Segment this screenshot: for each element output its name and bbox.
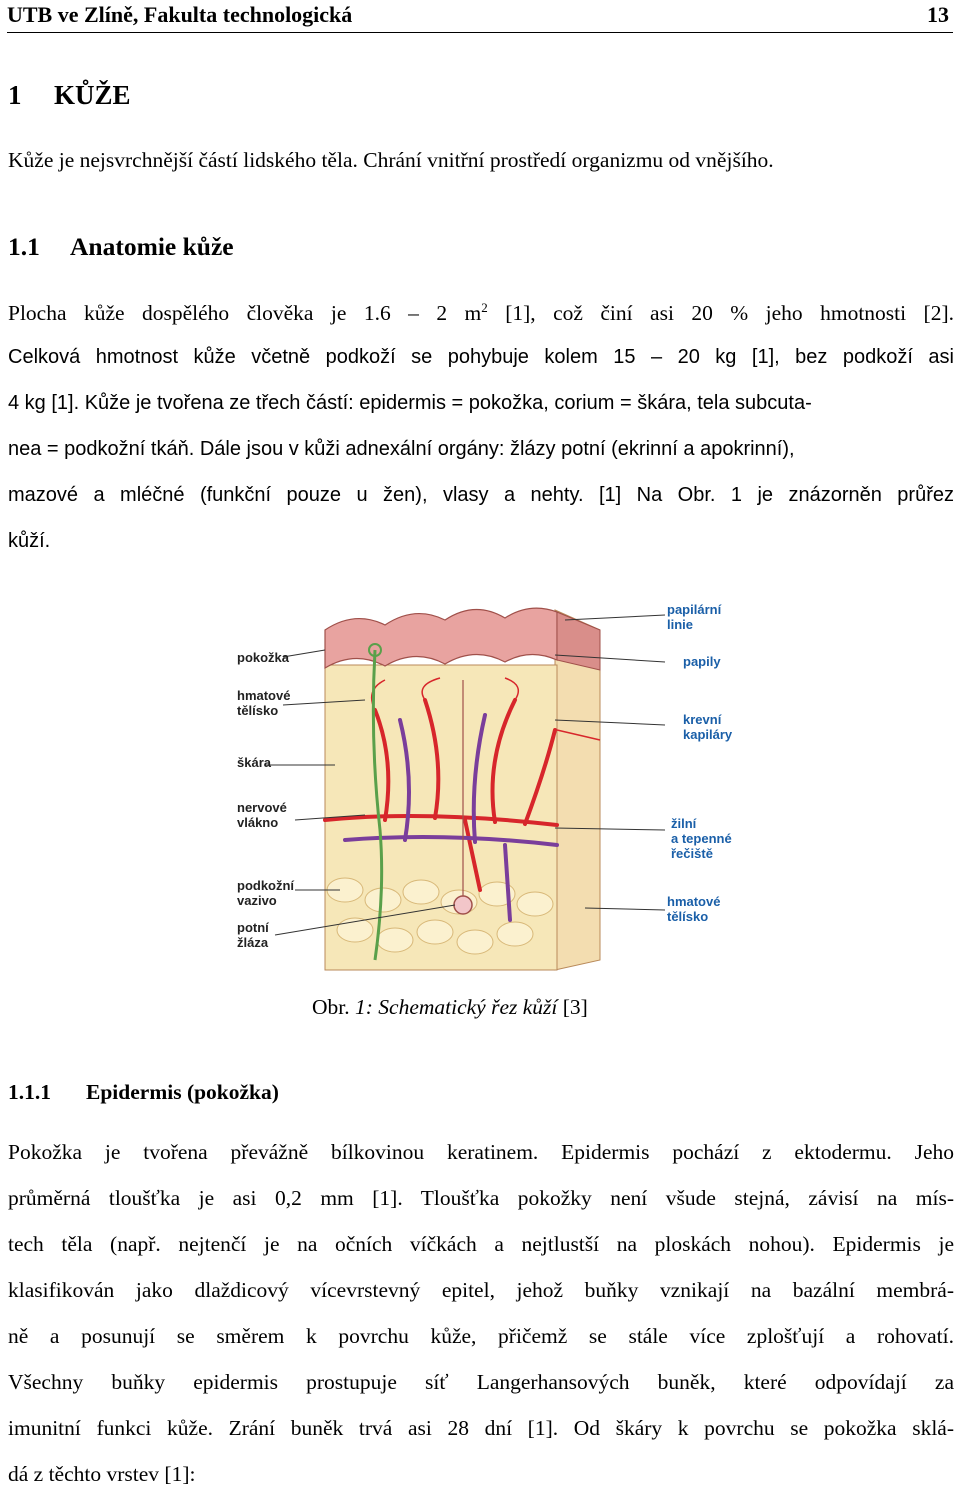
section-line-6: kůží. (8, 530, 51, 552)
intro-paragraph: Kůže je nejsvrchnější částí lidského těla. Chrání vnitřní prostředí organizmu od vnějšího. (8, 148, 774, 172)
figure-label-left-3: škára (237, 755, 271, 770)
figure-label-left-4: nervové vlákno (237, 800, 287, 830)
epidermis-line-7: imunitní funkci kůže. Zrání buněk trvá asi 28 dní [1]. Od škáry k povrchu se pokožka sklá- (8, 1416, 954, 1440)
section-line-5: mazové a mléčné (funkční pouze u žen), vlasy a nehty. [1] Na Obr. 1 je znázorněn průřez (8, 484, 954, 506)
chapter-title: KŮŽE (54, 80, 131, 110)
section-heading (8, 232, 234, 262)
figure-label-left-1: pokožka (237, 650, 290, 665)
subsection-number: 1.1.1 (8, 1080, 51, 1104)
figure-label-left-2: hmatové tělísko (237, 688, 291, 718)
skin-cross-section-figure (225, 590, 745, 975)
section-line-3: 4 kg [1]. Kůže je tvořena ze třech částí: epidermis = pokožka, corium = škára, tela subcuta- (8, 392, 812, 414)
figure-label-left-5: podkožní vazivo (237, 878, 295, 908)
section-line-2: Celková hmotnost kůže včetně podkoží se pohybuje kolem 15 – 20 kg [1], bez podkoží asi (8, 346, 954, 368)
epidermis-line-2: průměrná tloušťka je asi 0,2 mm [1]. Tloušťka pokožky není všude stejná, závisí na mís- (8, 1186, 954, 1210)
figure-label-right-4: žilní a tepenné řečiště (671, 816, 732, 861)
page-number: 13 (927, 2, 949, 27)
page-header (7, 0, 953, 33)
epidermis-line-3: tech těla (např. nejtenčí je na očních víčkách a nejtlustší na ploskách nohou). Epidermis je (8, 1232, 954, 1256)
epidermis-line-5: ně a posunují se směrem k povrchu kůže, přičemž se stále více zplošťují a rohovatí. (8, 1324, 954, 1348)
epidermis-line-4: klasifikován jako dlaždicový vícevrstevný epitel, jehož buňky vznikají na bazální membrá- (8, 1278, 954, 1302)
figure-label-right-2: papily (683, 654, 721, 669)
epidermis-line-1: Pokožka je tvořena převážně bílkovinou keratinem. Epidermis pochází z ektodermu. Jeho (8, 1140, 954, 1164)
header-title: UTB ve Zlíně, Fakulta technologická (7, 2, 353, 27)
figure-label-right-3: krevní kapiláry (683, 712, 733, 742)
figure-caption: Obr. 1: Schematický řez kůží [3] (312, 995, 588, 1019)
figure-label-left-6: potní žláza (237, 920, 269, 950)
section-line-1: Plocha kůže dospělého člověka je 1.6 – 2 $m^2$ [1], což činí asi 20 % jeho hmotnosti [2]. (8, 300, 954, 326)
chapter-heading (8, 80, 131, 111)
epidermis-line-6: Všechny buňky epidermis prostupuje síť Langerhansových buněk, které odpovídají za (8, 1370, 954, 1394)
section-title: Anatomie kůže (70, 232, 234, 261)
figure-label-right-1: papilární linie (667, 602, 722, 632)
section-line-4: nea = podkožní tkáň. Dále jsou v kůži adnexální orgány: žlázy potní (ekrinní a apokrinní), (8, 438, 795, 460)
subsection-heading (8, 1080, 279, 1105)
epidermis-line-8: dá z těchto vrstev [1]: (8, 1462, 196, 1486)
figure-label-right-5: hmatové tělísko (667, 894, 721, 924)
subsection-title: Epidermis (pokožka) (86, 1080, 279, 1104)
section-number: 1.1 (8, 232, 40, 261)
chapter-number: 1 (8, 80, 22, 110)
